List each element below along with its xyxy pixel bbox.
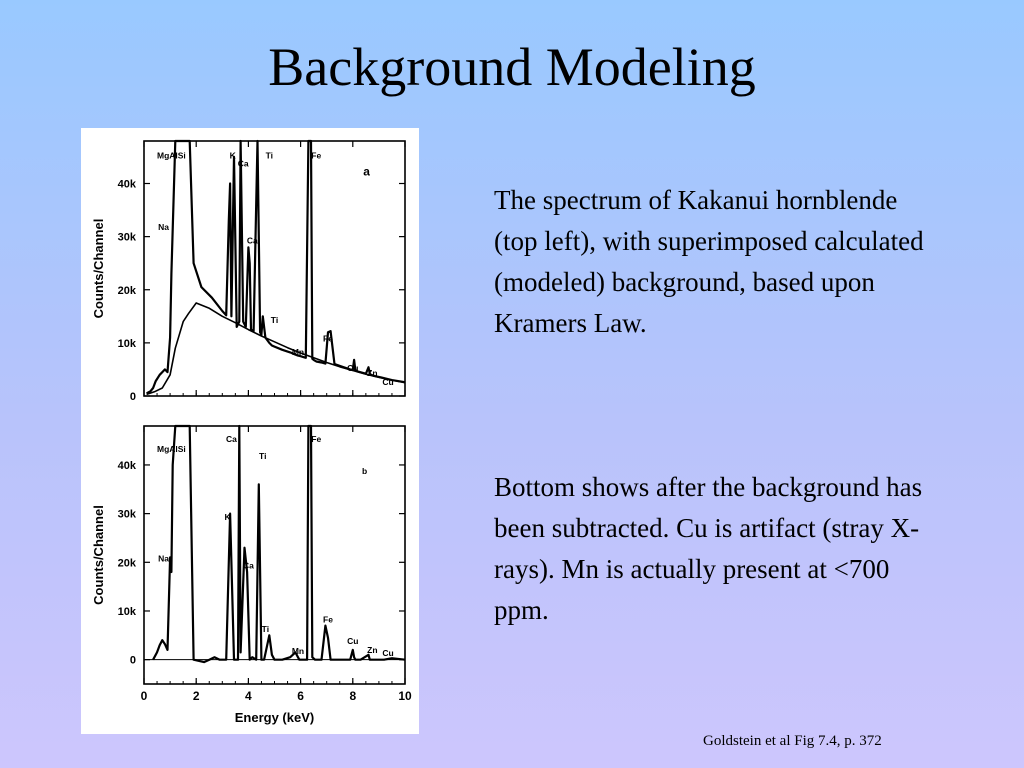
peak-annotation: Fe — [311, 150, 322, 161]
y-tick-label: 30k — [117, 508, 136, 521]
x-tick-label: 8 — [349, 689, 357, 703]
peak-annotation: Cu — [347, 636, 359, 647]
figure-panel — [81, 128, 419, 734]
peak-annotation: Ti — [259, 451, 267, 462]
peak-annotation: Cu — [382, 377, 394, 388]
x-tick-label: 0 — [140, 689, 148, 703]
peak-annotation: Ca — [237, 158, 249, 169]
peak-annotation: Ca — [225, 434, 237, 445]
x-tick-label: 6 — [297, 689, 304, 703]
description-paragraph-2: Bottom shows after the background has been subtracted. Cu is artifact (stray X-rays). Mn is actually present at <700 ppm. — [494, 472, 923, 625]
plot-frame-a — [144, 141, 405, 396]
y-tick-label: 20k — [117, 557, 136, 570]
y-tick-label: 10k — [117, 605, 136, 618]
peak-annotation: MgAlSi — [156, 443, 186, 454]
peak-annotation: Na — [158, 553, 170, 564]
panel-label: a — [363, 164, 370, 179]
spectrum-line-b — [153, 426, 405, 662]
spectrum-figure — [81, 128, 419, 734]
y-tick-label: 0 — [129, 654, 136, 667]
citation: Goldstein et al Fig 7.4, p. 372 — [703, 733, 882, 749]
peak-annotation: Cu — [382, 647, 394, 658]
peak-annotation: Zn — [367, 644, 378, 655]
peak-annotation: Ti — [265, 150, 273, 161]
peak-annotation: K — [224, 512, 231, 523]
x-tick-label: 10 — [398, 689, 412, 703]
y-axis-label: Counts/Channel — [91, 218, 106, 319]
x-tick-label: 2 — [192, 689, 200, 703]
peak-annotation: Mn — [291, 645, 305, 656]
peak-annotation: Na — [158, 222, 170, 232]
peak-annotation: Fe — [323, 614, 333, 625]
plot-frame-b — [144, 426, 405, 684]
y-tick-label: 10k — [117, 337, 136, 350]
y-tick-label: 30k — [117, 231, 136, 244]
peak-annotation: Ca — [242, 560, 254, 571]
y-tick-label: 20k — [117, 284, 136, 297]
y-tick-label: 0 — [129, 391, 136, 403]
peak-annotation: Fe — [311, 434, 322, 445]
x-axis-label: Energy (keV) — [234, 710, 315, 725]
spectrum-line-a — [147, 141, 405, 393]
peak-annotation: Ti — [270, 314, 279, 325]
peak-annotation: Ca — [246, 235, 258, 246]
y-tick-label: 40k — [117, 459, 136, 472]
peak-annotation: K — [229, 150, 236, 161]
peak-annotation: Mn — [291, 346, 305, 357]
peak-annotation: Zn — [367, 368, 378, 379]
slide-title: Background Modeling — [268, 37, 756, 97]
peak-annotation: Cu — [347, 362, 359, 373]
x-tick-label: 4 — [245, 689, 252, 703]
peak-annotation: MgAlSi — [156, 150, 186, 161]
description-paragraph-1: The spectrum of Kakanui hornblende (top left), with superimposed calculated (modeled) background, based upon Kramers Law. — [494, 185, 924, 338]
y-axis-label: Counts/Channel — [91, 505, 106, 605]
peak-annotation: Fe — [323, 333, 333, 344]
peak-annotation: b — [361, 465, 368, 476]
peak-annotation: Ti — [261, 624, 270, 635]
y-tick-label: 40k — [117, 178, 136, 191]
